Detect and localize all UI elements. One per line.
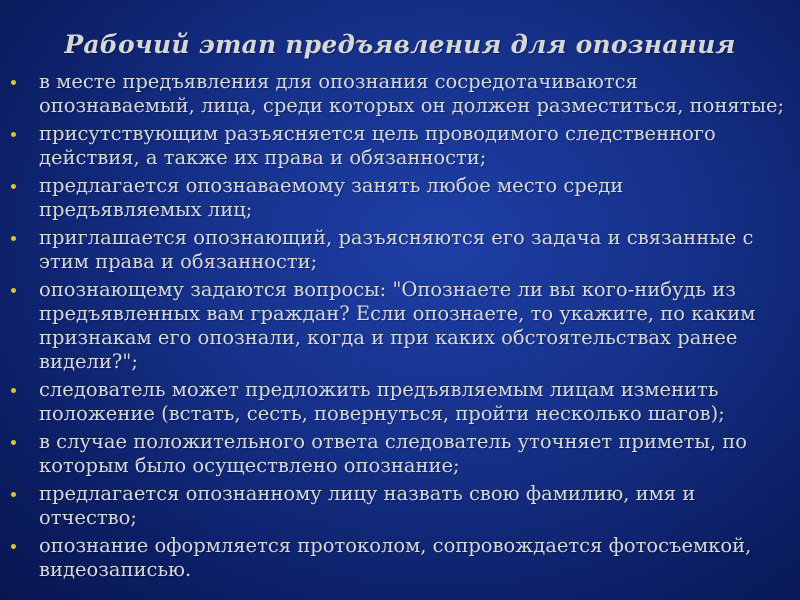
list-item (8, 122, 792, 170)
bullet-dot-icon (11, 184, 16, 189)
bullet-dot-icon (11, 288, 16, 293)
bullet-dot-icon (11, 388, 16, 393)
list-item-text: опознающему задаются вопросы: "Опознаете ли вы кого-нибудь из предъявленных вам граждан? Если опознаете, то укажите, по каким признакам его опознали, когда и при каких обстоятельствах ранее видели?"; (39, 278, 756, 373)
list-item (8, 278, 792, 374)
list-item-text: следователь может предложить предъявляемым лицам изменить положение (встать, сесть, повернуться, пройти несколько шагов); (39, 378, 725, 425)
list-item (8, 174, 792, 222)
list-item (8, 70, 792, 118)
bullet-dot-icon (11, 544, 16, 549)
list-item (8, 378, 792, 426)
list-item-text: предлагается опознанному лицу назвать свою фамилию, имя и отчество; (39, 482, 696, 529)
list-item-text: в месте предъявления для опознания сосредотачиваются опознаваемый, лица, среди которых он должен разместиться, понятые; (39, 70, 785, 117)
list-item (8, 534, 792, 582)
list-item-text: присутствующим разъясняется цель проводимого следственного действия, а также их права и обязанности; (39, 122, 716, 169)
list-item (8, 482, 792, 530)
bullet-dot-icon (11, 440, 16, 445)
bullet-dot-icon (11, 236, 16, 241)
list-item-text: предлагается опознаваемому занять любое место среди предъявляемых лиц; (39, 174, 624, 221)
list-item (8, 226, 792, 274)
list-item-text: приглашается опознающий, разъясняются его задача и связанные с этим права и обязанности; (39, 226, 754, 273)
bullet-list (8, 70, 792, 586)
list-item (8, 430, 792, 478)
list-item-text: в случае положительного ответа следователь уточняет приметы, по которым было осуществлено опознание; (39, 430, 747, 477)
slide-title: Рабочий этап предъявления для опознания (64, 30, 736, 59)
bullet-dot-icon (11, 492, 16, 497)
bullet-dot-icon (11, 132, 16, 137)
list-item-text: опознание оформляется протоколом, сопровождается фотосъемкой, видеозаписью. (39, 534, 752, 581)
bullet-dot-icon (11, 80, 16, 85)
